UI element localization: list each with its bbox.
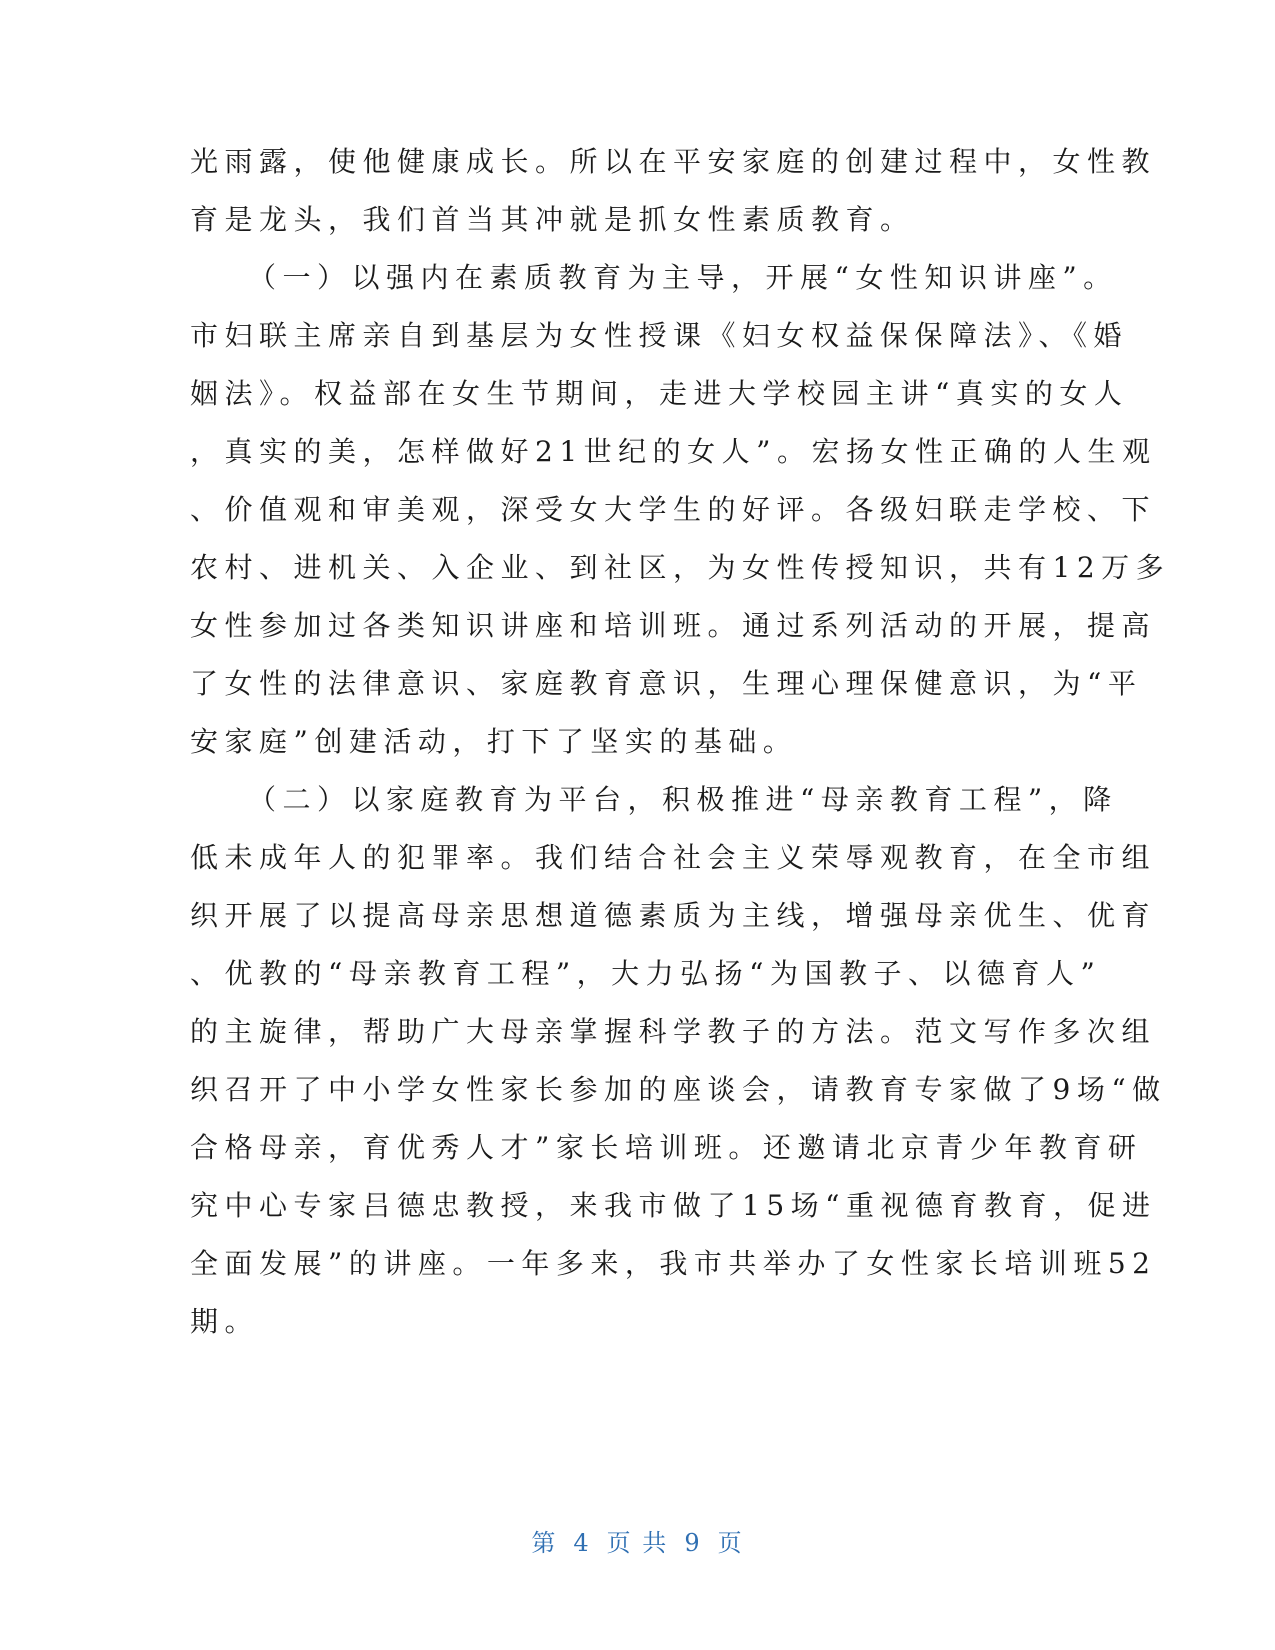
text-line: 织开展了以提高母亲思想道德素质为主线，增强母亲优生、优育 [190, 899, 1157, 932]
text-line: 、价值观和审美观，深受女大学生的好评。各级妇联走学校、下 [190, 493, 1157, 526]
paragraph-heading-1: （一）以强内在素质教育为主导，开展“女性知识讲座”。 [248, 261, 1118, 294]
text-line: 究中心专家吕德忠教授，来我市做了15场“重视德育教育，促进 [190, 1189, 1157, 1222]
current-page-number: 4 [573, 1529, 591, 1557]
text-line: 的主旋律，帮助广大母亲掌握科学教子的方法。范文写作多次组 [190, 1015, 1157, 1048]
text-line: 织召开了中小学女性家长参加的座谈会，请教育专家做了9场“做 [190, 1073, 1167, 1106]
text-line: 期。 [190, 1305, 260, 1338]
total-pages-number: 9 [684, 1529, 702, 1557]
paragraph-heading-2: （二）以家庭教育为平台，积极推进“母亲教育工程”，降 [248, 783, 1118, 816]
text-line: 安家庭”创建活动，打下了坚实的基础。 [190, 725, 798, 758]
text-line: 合格母亲，育优秀人才”家长培训班。还邀请北京青少年教育研 [190, 1131, 1143, 1164]
text-line: 低未成年人的犯罪率。我们结合社会主义荣辱观教育，在全市组 [190, 841, 1157, 874]
text-line: 了女性的法律意识、家庭教育意识，生理心理保健意识，为“平 [190, 667, 1143, 700]
footer-prefix: 第 [531, 1529, 558, 1557]
text-line: 、优教的“母亲教育工程”，大力弘扬“为国教子、以德育人” [190, 957, 1102, 990]
text-line: 全面发展”的讲座。一年多来，我市共举办了女性家长培训班52 [190, 1247, 1157, 1280]
text-line: 姻法》。权益部在女生节期间，走进大学校园主讲“真实的女人 [190, 377, 1129, 410]
text-line: ，真实的美，怎样做好21世纪的女人”。宏扬女性正确的人生观 [190, 435, 1157, 468]
footer-middle: 页 共 [606, 1529, 669, 1557]
text-line: 市妇联主席亲自到基层为女性授课《妇女权益保保障法》、《婚 [190, 319, 1129, 352]
text-line: 育是龙头，我们首当其冲就是抓女性素质教育。 [190, 203, 915, 236]
text-line: 光雨露，使他健康成长。所以在平安家庭的创建过程中，女性教 [190, 145, 1157, 178]
footer-suffix: 页 [717, 1529, 744, 1557]
text-line: 农村、进机关、入企业、到社区，为女性传授知识，共有12万多 [190, 551, 1171, 584]
text-line: 女性参加过各类知识讲座和培训班。通过系列活动的开展，提高 [190, 609, 1157, 642]
page-footer [0, 1527, 1275, 1559]
